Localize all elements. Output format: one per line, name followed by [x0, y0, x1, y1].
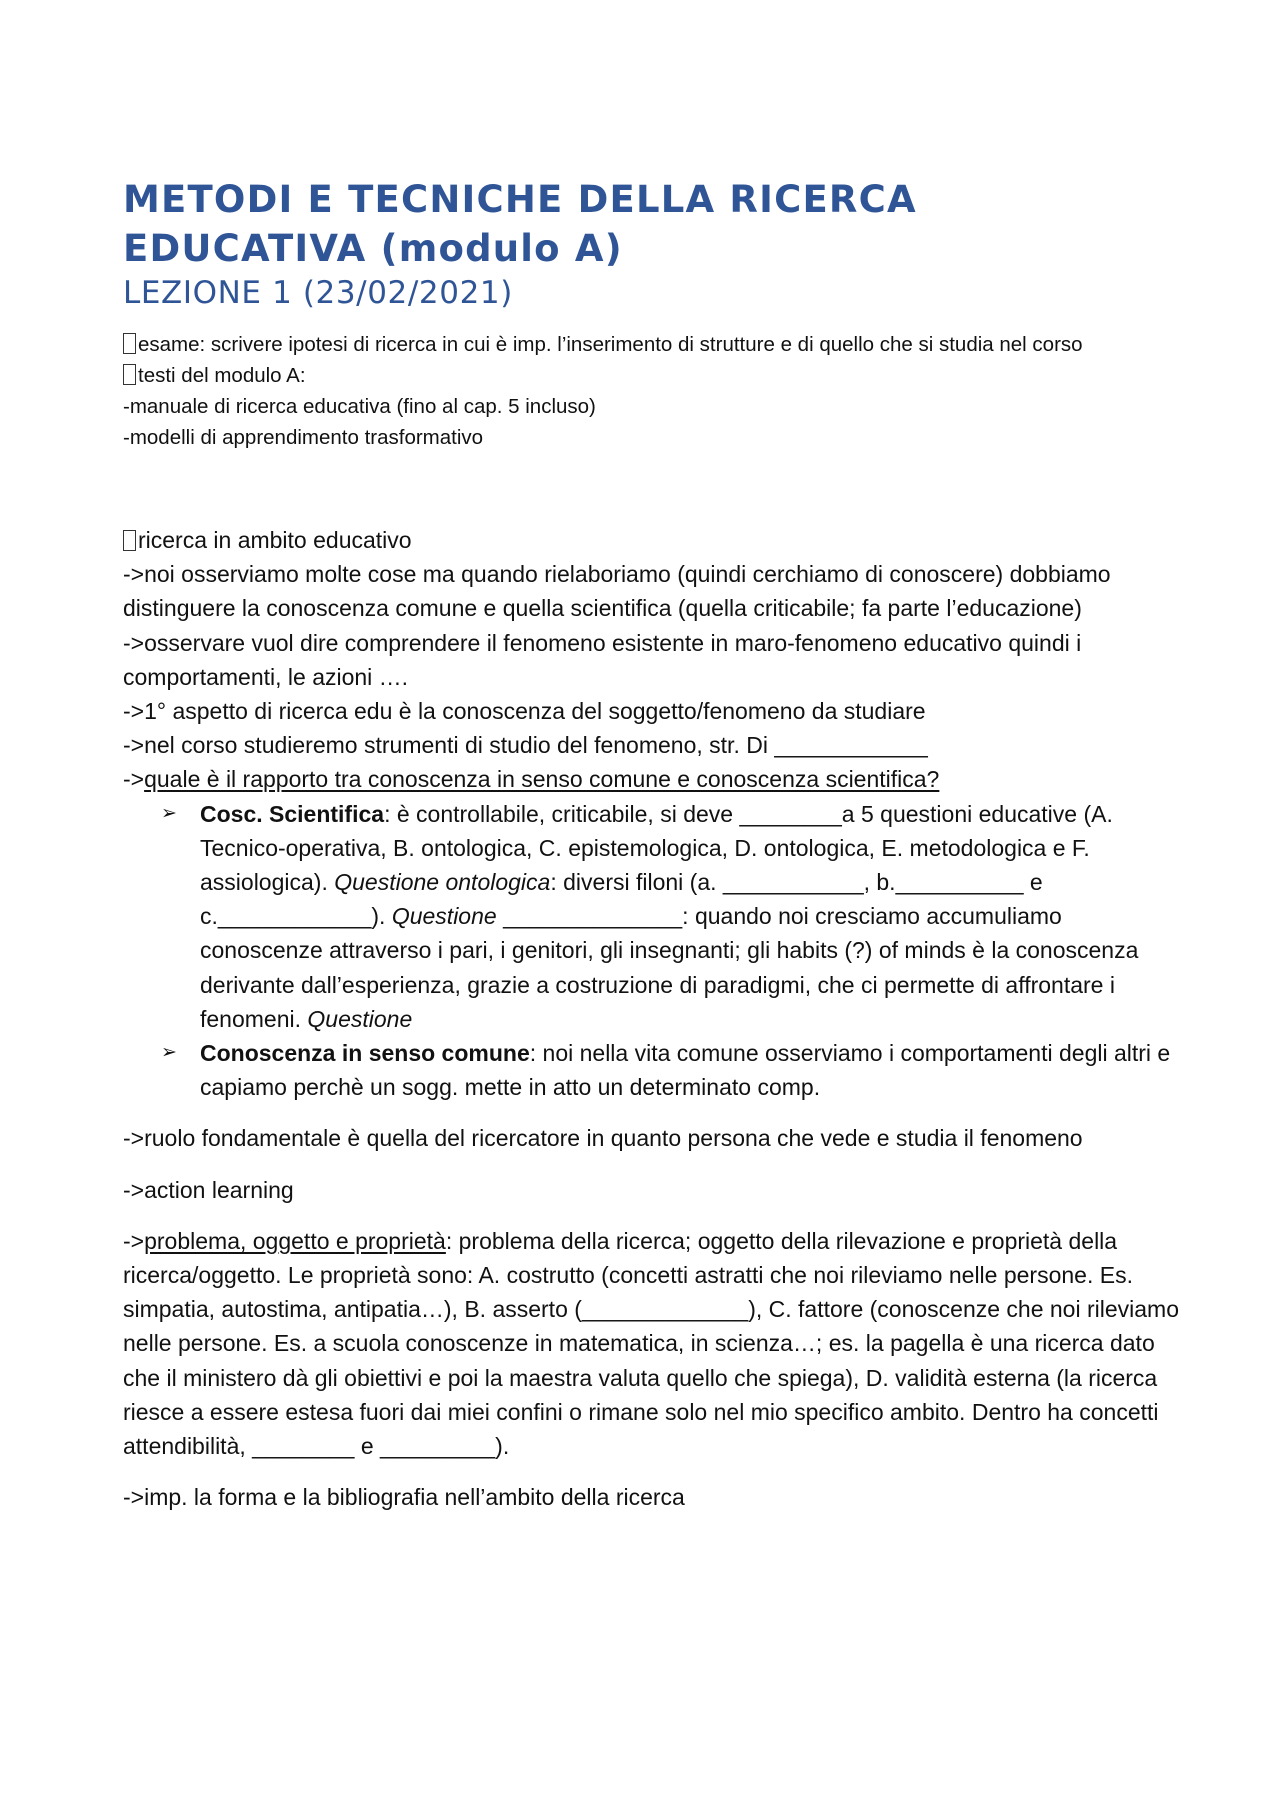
- paragraph-ruolo: ->ruolo fondamentale è quella del ricercatore in quanto persona che vede e studia il fenomeno: [123, 1125, 1083, 1152]
- paragraph-imp: ->imp. la forma e la bibliografia nell’ambito della ricerca: [123, 1484, 685, 1511]
- bullet-list: [123, 797, 1183, 1105]
- paragraph-4: ->nel corso studieremo strumenti di studio del fenomeno, str. Di ____________: [123, 732, 928, 759]
- exam-note: esame: scrivere ipotesi di ricerca in cui è imp. l’inserimento di strutture e di quello che si studia nel corso: [123, 329, 1183, 360]
- document-page: [123, 175, 1183, 1514]
- list-item: ➢ Cosc. Scientifica: è controllabile, criticabile, si deve ________a 5 questioni educative (A. Tecnico-operativa, B. ontologica, C. epistemologica, D. ontologica, E. metodologica e F. assiologica). Questione ontologica: diversi filoni (a. ___________, b.__________ e c.____________). Questione ______________: quando noi cresciamo accumuliamo conoscenze attraverso i pari, i genitori, gli insegnanti; gli habits (?) of minds è la conoscenza derivante dall’esperienza, grazie a costruzione di paradigmi, che ci permette di affrontare i fenomeni. Questione: [123, 797, 1183, 1036]
- missing-glyph-icon: [123, 364, 136, 385]
- title-line-2: EDUCATIVA (modulo A): [123, 227, 623, 270]
- paragraph-3: ->1° aspetto di ricerca edu è la conoscenza del soggetto/fenomeno da studiare: [123, 698, 926, 725]
- paragraph-5: ->quale è il rapporto tra conoscenza in senso comune e conoscenza scientifica?: [123, 766, 940, 793]
- underlined-question: quale è il rapporto tra conoscenza in senso comune e conoscenza scientifica?: [144, 766, 940, 793]
- section-heading: ricerca in ambito educativo: [123, 523, 1183, 557]
- models-item: -modelli di apprendimento trasformativo: [123, 426, 484, 449]
- document-title: [123, 175, 1183, 273]
- missing-glyph-icon: [123, 530, 136, 551]
- missing-glyph-icon: [123, 333, 136, 354]
- paragraph-problema: ->problema, oggetto e proprietà: problema della ricerca; oggetto della rilevazione e proprietà della ricerca/oggetto. Le proprietà sono: A. costrutto (concetti astratti che noi rileviamo nelle persone. Es. simpatia, autostima, antipatia…), B. asserto (_____________), C. fattore (conoscenze che noi rileviamo nelle persone. Es. a scuola conoscenze in matematica, in scienza…; es. la pagella è una ricerca dato che il ministero dà gli obiettivi e poi la maestra valuta quello che spiega), D. validità esterna (la ricerca riesce a essere estesa fuori dai miei confini o rimane solo nel mio specifico ambito. Dentro ha concetti attendibilità, ________ e _________).: [123, 1227, 1180, 1460]
- title-line-1: METODI E TECNICHE DELLA RICERCA: [123, 178, 917, 221]
- paragraph-1: ->noi osserviamo molte cose ma quando rielaboriamo (quindi cerchiamo di conoscere) dobbiamo distinguere la conoscenza comune e quella scientifica (quella criticabile; fa parte l’educazione): [123, 561, 1111, 622]
- arrow-bullet-icon: ➢: [161, 802, 177, 824]
- arrow-bullet-icon: ➢: [161, 1042, 177, 1064]
- paragraph-2: ->osservare vuol dire comprendere il fenomeno esistente in maro-fenomeno educativo quindi i comportamenti, le azioni ….: [123, 629, 1082, 690]
- paragraph-action: ->action learning: [123, 1176, 294, 1203]
- manual-item: -manuale di ricerca educativa (fino al cap. 5 incluso): [123, 395, 596, 418]
- lesson-subtitle: LEZIONE 1 (23/02/2021): [123, 275, 513, 311]
- texts-note: testi del modulo A:: [123, 360, 1183, 391]
- list-item: ➢ Conoscenza in senso comune: noi nella vita comune osserviamo i comportamenti degli altri e capiamo perchè un sogg. mette in atto un determinato comp.: [123, 1036, 1183, 1104]
